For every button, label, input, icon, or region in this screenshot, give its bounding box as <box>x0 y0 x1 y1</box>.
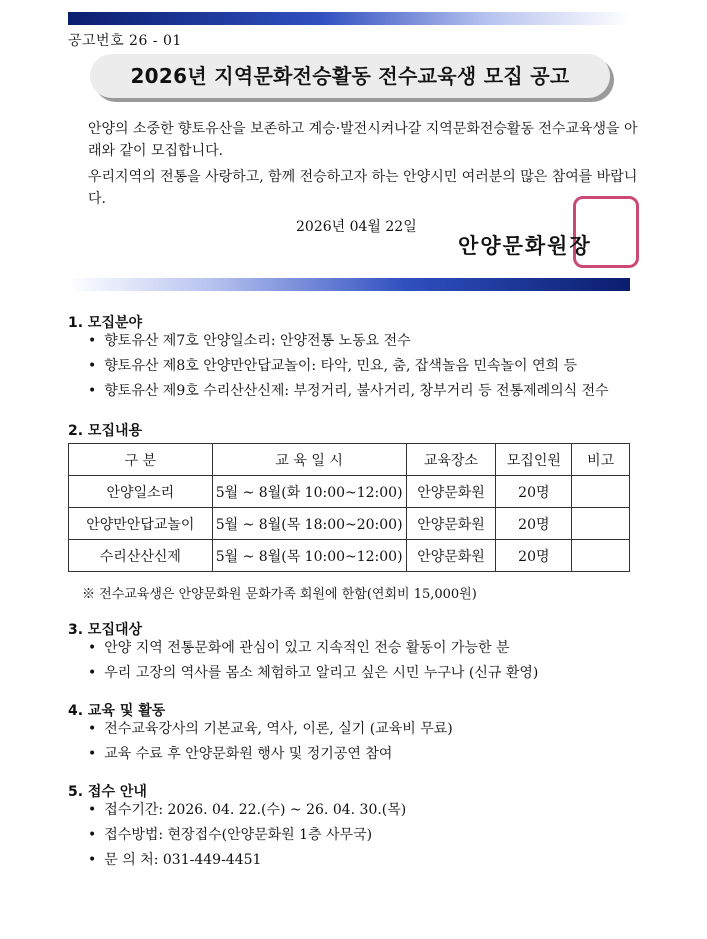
table-header-cell: 교육장소 <box>406 444 496 476</box>
section-title-fields: 1. 모집분야 <box>68 315 143 331</box>
table-cell: 5월 ~ 8월(목 18:00~20:00) <box>212 508 406 540</box>
table-cell: 20명 <box>496 540 572 572</box>
application-list <box>88 798 406 873</box>
table-row <box>69 476 630 508</box>
intro-paragraph-1: 안양의 소중한 향토유산을 보존하고 계승·발전시켜나갈 지역문화전승활동 전수교육생을 아래와 같이 모집합니다. <box>88 121 638 159</box>
list-item: • 안양 지역 전통문화에 관심이 있고 지속적인 전승 활동이 가능한 분 <box>88 636 538 661</box>
list-item: • 향토유산 제8호 안양만안답교놀이: 타악, 민요, 춤, 잡색놀음 민속놀이 연희 등 <box>88 354 609 379</box>
list-item: • 우리 고장의 역사를 몸소 체험하고 알리고 싶은 시민 누구나 (신규 환영) <box>88 661 538 686</box>
header-gradient-bar <box>68 12 630 25</box>
fields-list <box>88 329 609 404</box>
table-row <box>69 540 630 572</box>
list-item: • 향토유산 제7호 안양일소리: 안양전통 노동요 전수 <box>88 329 609 354</box>
signer-name: 안양문화원장 <box>458 233 592 258</box>
table-cell <box>572 476 630 508</box>
table-header-cell: 구 분 <box>69 444 213 476</box>
list-item: • 향토유산 제9호 수리산산신제: 부정거리, 불사거리, 창부거리 등 전통제례의식 전수 <box>88 379 609 404</box>
section-title-target: 3. 모집대상 <box>68 622 143 638</box>
announcement-date: 2026년 04월 22일 <box>296 219 417 235</box>
table-cell <box>572 540 630 572</box>
table-cell: 20명 <box>496 508 572 540</box>
table-header-cell: 비고 <box>572 444 630 476</box>
table-cell: 안양일소리 <box>69 476 213 508</box>
target-list <box>88 636 538 686</box>
section-title-content: 2. 모집내용 <box>68 423 143 439</box>
table-cell: 안양만안답교놀이 <box>69 508 213 540</box>
footer-gradient-bar <box>68 278 630 291</box>
table-cell: 수리산산신제 <box>69 540 213 572</box>
recruitment-table <box>68 443 630 572</box>
table-cell: 안양문화원 <box>406 476 496 508</box>
activities-list <box>88 717 453 767</box>
intro-paragraph-2: 우리지역의 전통을 사랑하고, 함께 전승하고자 하는 안양시민 여러분의 많은 참여를 바랍니다. <box>88 169 638 207</box>
table-cell: 안양문화원 <box>406 508 496 540</box>
table-header-row <box>69 444 630 476</box>
list-item: • 교육 수료 후 안양문화원 행사 및 정기공연 참여 <box>88 742 453 767</box>
list-item: • 접수방법: 현장접수(안양문화원 1층 사무국) <box>88 823 406 848</box>
table-cell: 20명 <box>496 476 572 508</box>
list-item: • 문 의 처: 031-449-4451 <box>88 848 406 873</box>
list-item: • 접수기간: 2026. 04. 22.(수) ~ 26. 04. 30.(목) <box>88 798 406 823</box>
table-cell: 5월 ~ 8월(화 10:00~12:00) <box>212 476 406 508</box>
table-header-cell: 교 육 일 시 <box>212 444 406 476</box>
membership-note: ※ 전수교육생은 안양문화원 문화가족 회원에 한함(연회비 15,000원) <box>82 587 477 602</box>
table-cell: 5월 ~ 8월(목 10:00~12:00) <box>212 540 406 572</box>
table-cell: 안양문화원 <box>406 540 496 572</box>
page-title: 2026년 지역문화전승활동 전수교육생 모집 공고 <box>130 64 570 88</box>
table-cell <box>572 508 630 540</box>
notice-number: 공고번호 26 - 01 <box>68 33 182 49</box>
list-item: • 전수교육강사의 기본교육, 역사, 이론, 실기 (교육비 무료) <box>88 717 453 742</box>
section-title-application: 5. 접수 안내 <box>68 784 147 800</box>
table-row <box>69 508 630 540</box>
table-header-cell: 모집인원 <box>496 444 572 476</box>
section-title-activities: 4. 교육 및 활동 <box>68 703 166 719</box>
